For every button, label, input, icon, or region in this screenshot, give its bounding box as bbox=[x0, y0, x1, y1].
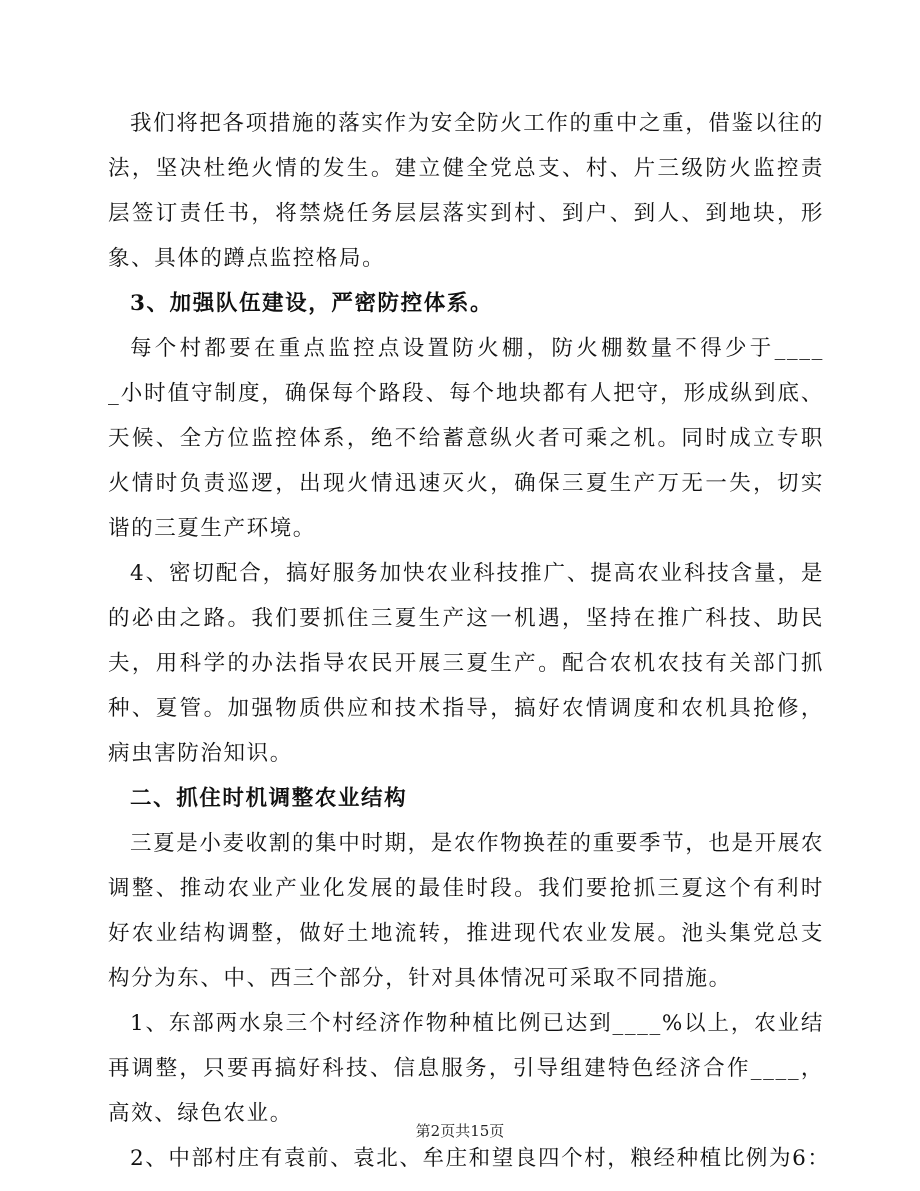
paragraph-line: 我们将把各项措施的落实作为安全防火工作的重中之重，借鉴以往的 bbox=[130, 111, 824, 136]
paragraph-line: 4、密切配合，搞好服务加快农业科技推广、提高农业科技含量，是 bbox=[130, 561, 824, 586]
paragraph-line: 夫，用科学的办法指导农民开展三夏生产。配合农机农技有关部门抓 bbox=[108, 651, 824, 676]
paragraph-line: 天候、全方位监控体系，绝不给蓄意纵火者可乘之机。同时成立专职 bbox=[108, 426, 824, 451]
paragraph-line: 的必由之路。我们要抓住三夏生产这一机遇，坚持在推广科技、助民 bbox=[108, 606, 824, 631]
paragraph-line: 高效、绿色农业。 bbox=[108, 1101, 293, 1126]
paragraph-line: 三夏是小麦收割的集中时期，是农作物换茬的重要季节，也是开展农 bbox=[130, 831, 824, 856]
paragraph-line: 1、东部两水泉三个村经济作物种植比例已达到____%以上，农业结 bbox=[130, 1011, 824, 1036]
section-heading: 3、加强队伍建设，严密防控体系。 bbox=[130, 291, 494, 316]
paragraph-line: 2、中部村庄有袁前、袁北、牟庄和望良四个村，粮经种植比例为6： bbox=[130, 1146, 831, 1171]
paragraph-line: 谐的三夏生产环境。 bbox=[108, 516, 316, 541]
paragraph-line: 病虫害防治知识。 bbox=[108, 741, 293, 766]
paragraph-line: 火情时负责巡逻，出现火情迅速灭火，确保三夏生产万无一失，切实 bbox=[108, 471, 824, 496]
paragraph-line: 种、夏管。加强物质供应和技术指导，搞好农情调度和农机具抢修， bbox=[108, 696, 824, 721]
paragraph-line: 好农业结构调整，做好土地流转，推进现代农业发展。池头集党总支 bbox=[108, 921, 824, 946]
paragraph-line: _小时值守制度，确保每个路段、每个地块都有人把守，形成纵到底、 bbox=[108, 381, 824, 406]
page-number: 第2页共15页 bbox=[415, 1122, 505, 1140]
paragraph-line: 象、具体的蹲点监控格局。 bbox=[108, 246, 386, 271]
paragraph-line: 构分为东、中、西三个部分，针对具体情况可采取不同措施。 bbox=[108, 966, 732, 991]
paragraph-line: 每个村都要在重点监控点设置防火棚，防火棚数量不得少于____ bbox=[130, 336, 824, 361]
paragraph-line: 调整、推动农业产业化发展的最佳时段。我们要抢抓三夏这个有利时 bbox=[108, 876, 824, 901]
section-heading: 二、抓住时机调整农业结构 bbox=[130, 786, 408, 811]
paragraph-line: 层签订责任书，将禁烧任务层层落实到村、到户、到人、到地块，形 bbox=[108, 201, 824, 226]
paragraph-line: 再调整，只要再搞好科技、信息服务，引导组建特色经济合作____， bbox=[108, 1056, 824, 1081]
paragraph-line: 法，坚决杜绝火情的发生。建立健全党总支、村、片三级防火监控责 bbox=[108, 156, 824, 181]
